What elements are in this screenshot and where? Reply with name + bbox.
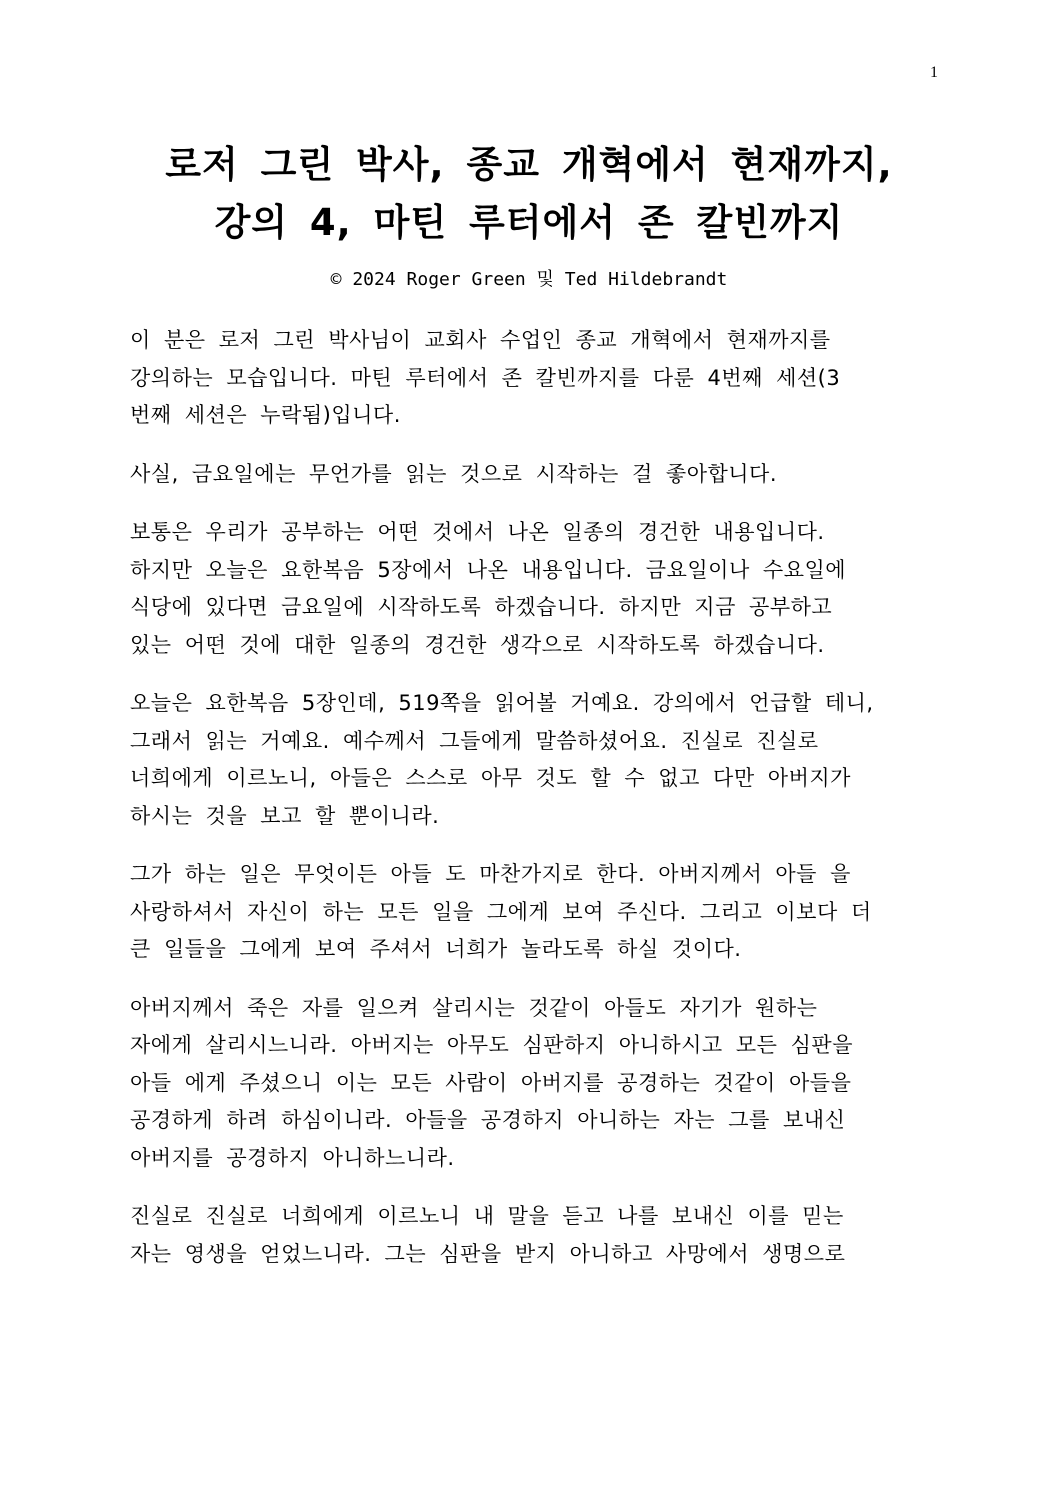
text-line: 아들 에게 주셨으니 이는 모든 사람이 아버지를 공경하는 것같이 아들을 xyxy=(130,1070,852,1095)
text-line: 그래서 읽는 거예요. 예수께서 그들에게 말씀하셨어요. 진실로 진실로 xyxy=(130,728,819,753)
text-line: 식당에 있다면 금요일에 시작하도록 하겠습니다. 하지만 지금 공부하고 xyxy=(130,595,833,619)
page-number: 1 xyxy=(930,64,938,81)
title-line-1: 로저 그린 박사, 종교 개혁에서 현재까지, xyxy=(165,143,893,186)
paragraph xyxy=(130,990,930,1178)
text-line: 너희에게 이르노니, 아들은 스스로 아무 것도 할 수 없고 다만 아버지가 xyxy=(130,766,851,790)
text-line: 하시는 것을 보고 할 뿐이니라. xyxy=(130,803,440,828)
title-line-2: 강의 4, 마틴 루터에서 존 칼빈까지 xyxy=(214,201,844,244)
text-line: 자는 영생을 얻었느니라. 그는 심판을 받지 아니하고 사망에서 생명으로 xyxy=(130,1241,846,1266)
text-line: 있는 어떤 것에 대한 일종의 경건한 생각으로 시작하도록 하겠습니다. xyxy=(130,632,825,657)
text-line: 아버지께서 죽은 자를 일으켜 살리시는 것같이 아들도 자기가 원하는 xyxy=(130,995,818,1020)
paragraph xyxy=(130,456,930,494)
text-line: 그가 하는 일은 무엇이든 아들 도 마찬가지로 한다. 아버지께서 아들 을 xyxy=(130,862,851,886)
text-line: 보통은 우리가 공부하는 어떤 것에서 나온 일종의 경건한 내용입니다. xyxy=(130,520,825,544)
paragraph xyxy=(130,514,930,664)
paragraph xyxy=(130,322,930,435)
text-line: 큰 일들을 그에게 보여 주셔서 너희가 놀라도록 하실 것이다. xyxy=(130,937,742,961)
paragraph xyxy=(130,685,930,835)
text-line: 자에게 살리시느니라. 아버지는 아무도 심판하지 아니하시고 모든 심판을 xyxy=(130,1033,853,1057)
text-line: 진실로 진실로 너희에게 이르노니 내 말을 듣고 나를 보내신 이를 믿는 xyxy=(130,1204,844,1228)
paragraph xyxy=(130,1198,930,1273)
text-line: 사실, 금요일에는 무언가를 읽는 것으로 시작하는 걸 좋아합니다. xyxy=(130,461,778,486)
text-line: 아버지를 공경하지 아니하느니라. xyxy=(130,1145,455,1170)
copyright-line: © 2024 Roger Green 및 Ted Hildebrandt xyxy=(330,269,728,290)
document-title xyxy=(60,136,998,252)
text-line: 하지만 오늘은 요한복음 5장에서 나온 내용입니다. 금요일이나 수요일에 xyxy=(130,557,847,582)
text-line: 번째 세션은 누락됨)입니다. xyxy=(130,403,401,427)
text-line: 공경하게 하려 하심이니라. 아들을 공경하지 아니하는 자는 그를 보내신 xyxy=(130,1108,846,1132)
text-line: 강의하는 모습입니다. 마틴 루터에서 존 칼빈까지를 다룬 4번째 세션(3 xyxy=(130,365,841,390)
paragraph xyxy=(130,856,930,969)
text-line: 사랑하셔서 자신이 하는 모든 일을 그에게 보여 주신다. 그리고 이보다 더 xyxy=(130,899,872,924)
document-body xyxy=(130,322,930,1294)
text-line: 이 분은 로저 그린 박사님이 교회사 수업인 종교 개혁에서 현재까지를 xyxy=(130,328,831,352)
text-line: 오늘은 요한복음 5장인데, 519쪽을 읽어볼 거예요. 강의에서 언급할 테니, xyxy=(130,691,874,715)
